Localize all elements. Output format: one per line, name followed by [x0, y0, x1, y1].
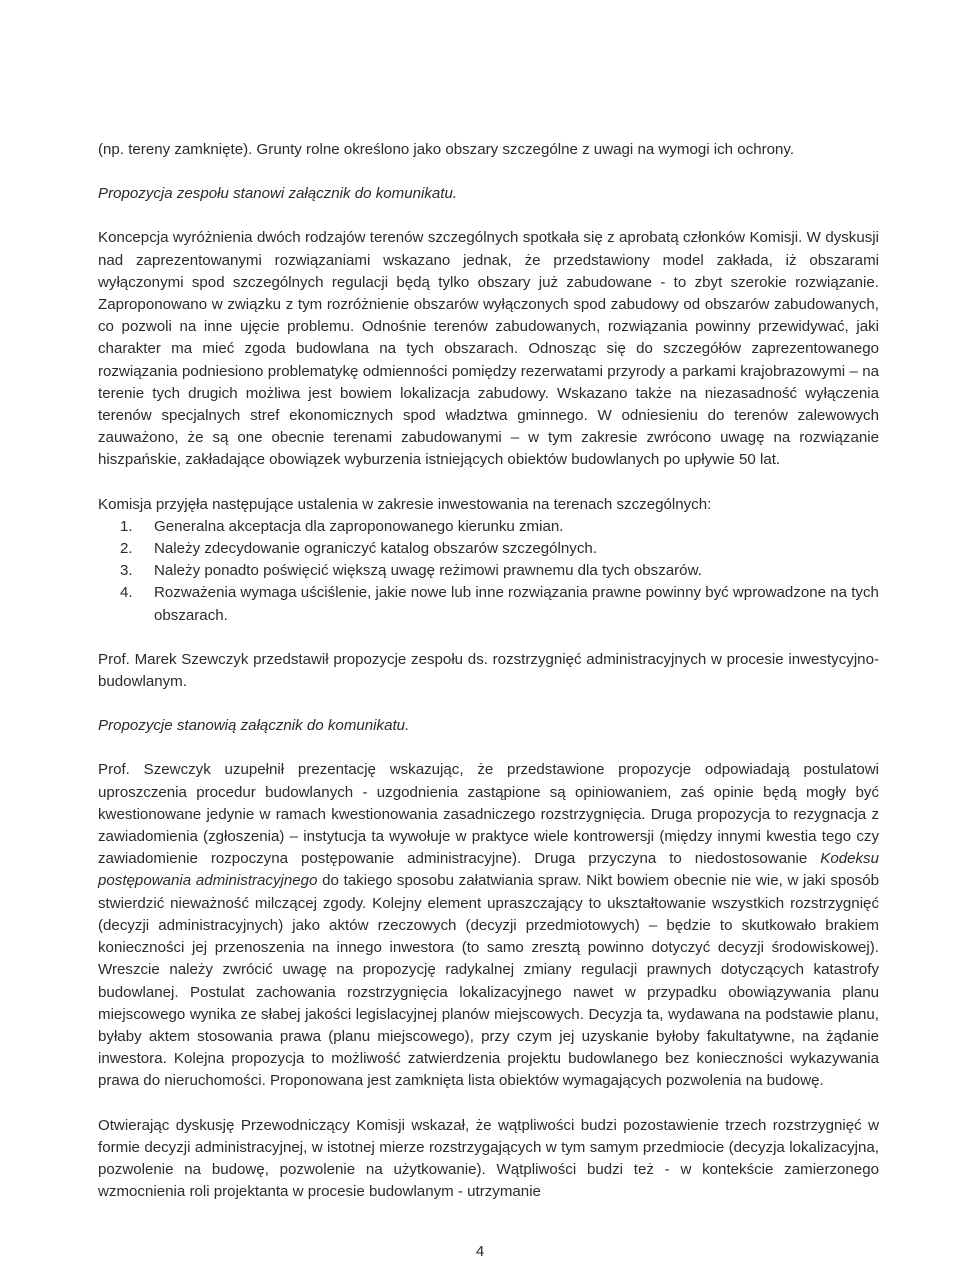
paragraph-4-part-a: Prof. Szewczyk uzupełnił prezentację wskazując, że przedstawione propozycje odpowiadają postulatowi uproszczenia procedur budowlanych - uzgodnienia zastąpione są opiniowaniem, zaś opinie będą mogły być kwestionowane jedynie w ramach kwestionowania zasadniczego rozstrzygnięcia. Druga propozycja to rezygnacja z zawiadomienia (zgłoszenia) – instytucja ta wywołuje w praktyce wiele kontrowersji (między innymi kwestia tego czy zawiadomienie rozpoczyna postępowanie administracyjne). Druga przyczyna to niedostosowanie	[98, 761, 879, 868]
findings-list	[98, 516, 879, 627]
list-item-number: 4.	[120, 584, 133, 602]
document-body	[98, 139, 879, 1203]
attachment-note-1: Propozycja zespołu stanowi załącznik do komunikatu.	[98, 185, 458, 203]
paragraph-2: Koncepcja wyróżnienia dwóch rodzajów terenów szczególnych spotkała się z aprobatą członków Komisji. W dyskusji nad zaprezentowanymi rozwiązaniami wskazano jednak, że przedstawiony model zakłada, iż obszarami wyłączonymi spod szczególnych regulacji będą tylko obszary już zabudowane - to zbyt szerokie rozwiązanie. Zaproponowano w związku z tym rozróżnienie obszarów wyłączonych spod zabudowy od obszarów zabudowanych, co pozwoli na inne ujęcie problemu. Odnośnie terenów zabudowanych, rozwiązania powinny przewidywać, jaki charakter ma mieć zgoda budowlana na tych obszarach. Odnosząc się do szczegółów zaprezentowanego rozwiązania podniesiono problematykę odmienności pomiędzy rezerwatami przyrody a parkami krajobrazowymi – na terenie tych drugich możliwa jest bowiem lokalizacja zabudowy. Wskazano także na niezasadność wyłączenia terenów specjalnych stref ekonomicznych spod władztwa gminnego. W odniesieniu do terenów zalewowych zauważono, że są one obecnie terenami zabudowanymi – w tym zakresie zwrócono uwagę na rozwiązanie hiszpańskie, zakładające obowiązek wyburzenia istniejących obiektów budowlanych po upływie 50 lat.	[98, 229, 879, 469]
code-title: Kodeksu postępowania administracyjnego	[98, 850, 879, 890]
list-item	[98, 538, 879, 560]
paragraph-4-part-b: do takiego sposobu załatwiania spraw. Nikt bowiem obecnie nie wie, w jaki sposób stwierdzić nieważność milczącej zgody. Kolejny element upraszczający to ukształtowanie wszystkich rozstrzygnięć (decyzji administracyjnych) jako aktów rzeczowych (decyzji przedmiotowych) – będzie to skutkowało brakiem konieczności jej przenoszenia na innego inwestora (to samo zresztą powinno dotyczyć decyzji środowiskowej). Wreszcie należy zwrócić uwagę na propozycję radykalnej zmiany regulacji prawnych dotyczących katastrofy budowlanej. Postulat zachowania rozstrzygnięcia lokalizacyjnego nawet w przypadku obowiązywania planu miejscowego wynika ze słabej jakości legislacyjnej planów miejscowych. Decyzja ta, wydawana na podstawie planu, byłaby aktem stosowania prawa (planu miejscowego), przy czym jej uzyskanie byłoby fakultatywne, na żądanie inwestora. Kolejna propozycja to możliwość zatwierdzenia projektu budowlanego bez konieczności wykazywania prawa do nieruchomości. Proponowana jest zamknięta lista obiektów wymagających pozwolenia na budowę.	[98, 872, 879, 1090]
list-item-text: Należy ponadto poświęcić większą uwagę reżimowi prawnemu dla tych obszarów.	[154, 562, 702, 580]
list-item	[98, 582, 879, 626]
list-item-text: Rozważenia wymaga uściślenie, jakie nowe lub inne rozwiązania prawne powinny być wprowadzone na tych obszarach.	[154, 584, 879, 624]
list-item	[98, 560, 879, 582]
page-number: 4	[475, 1243, 485, 1260]
attachment-note-2: Propozycje stanowią załącznik do komunikatu.	[98, 717, 410, 735]
paragraph-3: Prof. Marek Szewczyk przedstawił propozycje zespołu ds. rozstrzygnięć administracyjnych w procesie inwestycyjno-budowlanym.	[98, 650, 879, 691]
paragraph-1: (np. tereny zamknięte). Grunty rolne określono jako obszary szczególne z uwagi na wymogi ich ochrony.	[98, 141, 795, 158]
list-intro: Komisja przyjęła następujące ustalenia w zakresie inwestowania na terenach szczególnych:	[98, 495, 712, 513]
list-item-number: 3.	[120, 562, 133, 580]
list-item-number: 2.	[120, 540, 133, 558]
paragraph-5: Otwierając dyskusję Przewodniczący Komisji wskazał, że wątpliwości budzi pozostawienie trzech rozstrzygnięć w formie decyzji administracyjnej, w istotnej mierze rozstrzygających w tym samym przedmiocie (decyzja lokalizacyjna, pozwolenie na budowę, pozwolenie na użytkowanie). Wątpliwości budzi też - w kontekście zamierzonego wzmocnienia roli projektanta w procesie budowlanym - utrzymanie	[98, 1116, 879, 1201]
list-item-number: 1.	[120, 517, 133, 535]
list-item-text: Generalna akceptacja dla zaproponowanego kierunku zmian.	[154, 517, 564, 535]
list-item-text: Należy zdecydowanie ograniczyć katalog obszarów szczególnych.	[154, 540, 597, 558]
list-item	[98, 516, 879, 538]
paragraph-4	[98, 759, 879, 1092]
